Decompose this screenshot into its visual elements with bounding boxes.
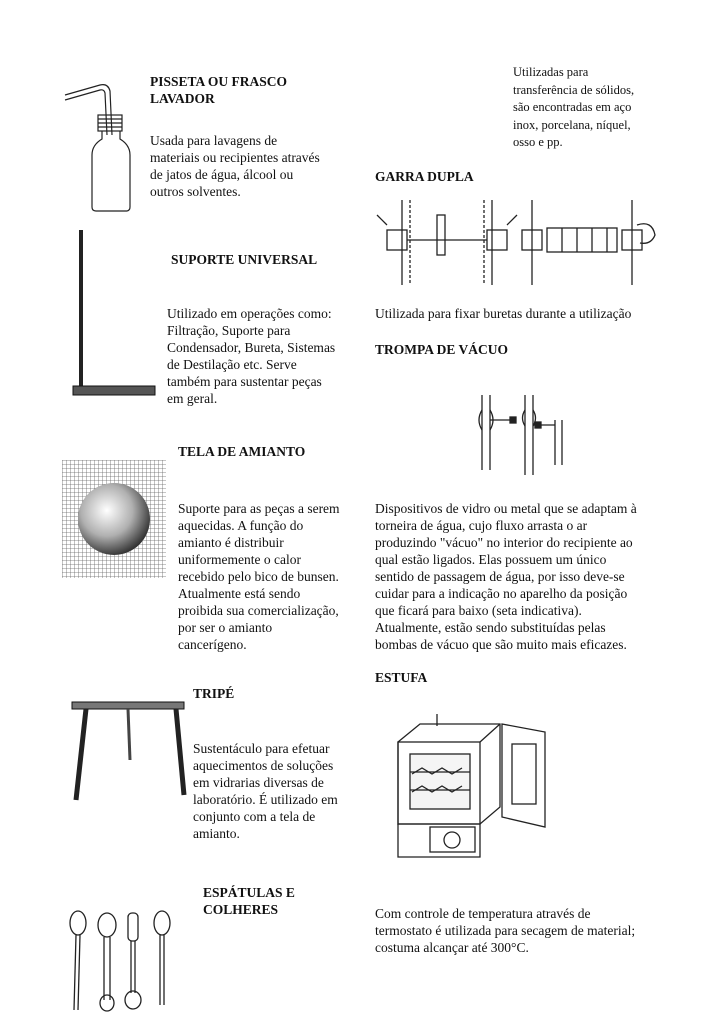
suporte-universal-illustration (70, 228, 160, 403)
tripe-description: Sustentáculo para efetuar aquecimentos de soluções em vidrarias diversas de laboratório. É utilizado em conjunto com a tela de amianto. (193, 741, 338, 841)
garra-dupla-illustration (372, 195, 662, 290)
espatulas-description: Utilizadas para transferência de sólidos, são encontradas em aço inox, porcelana, níquel, osso e pp. (513, 65, 635, 149)
estufa-description: Com controle de temperatura através de termostato é utilizada para secagem de material; costuma alcançar até 300°C. (375, 906, 636, 955)
tela-amianto-description: Suporte para as peças a serem aquecidas. A função do amianto é distribuir uniformemente o calor recebido pelo bico de bunsen. Atualmente está sendo proibida sua comercialização, por ser o amianto cancerígeno. (178, 501, 340, 652)
tripe-title: TRIPÉ (193, 686, 235, 701)
tripe-illustration (68, 700, 188, 810)
trompa-vacuo-title: TROMPA DE VÁCUO (375, 342, 509, 357)
trompa-vacuo-illustration (470, 390, 580, 480)
suporte-universal-title: SUPORTE UNIVERSAL (171, 252, 318, 267)
trompa-vacuo-description: Dispositivos de vidro ou metal que se adaptam à torneira de água, cujo fluxo arrasta o ar produzindo "vácuo" no interior do recipiente ao qual estão ligados. Elas possuem um único sentido de passagem de água, por isso deve-se cuidar para a indicação no aparelho da posição que ficará para baixo (seta indicativa). Atualmente, estão sendo substituídas pelas bombas de vácuo que são muito mais eficazes. (375, 501, 637, 652)
suporte-universal-description: Utilizado em operações como: Filtração, Suporte para Condensador, Bureta, Sistemas de Destilação etc. Serve também para sustentar peças em geral. (167, 306, 336, 406)
pisseta-description: Usada para lavagens de materiais ou recipientes através de jatos de água, álcool ou outros solventes. (150, 133, 320, 199)
tela-amianto-title: TELA DE AMIANTO (178, 444, 306, 459)
pisseta-title: PISSETA OU FRASCO LAVADOR (150, 74, 288, 106)
estufa-illustration (390, 712, 555, 862)
espatulas-title: ESPÁTULAS E COLHERES (203, 885, 295, 917)
espatulas-illustration (62, 905, 182, 1015)
pisseta-illustration (60, 75, 140, 215)
estufa-title: ESTUFA (375, 670, 428, 685)
tela-amianto-illustration (62, 460, 166, 578)
garra-dupla-title: GARRA DUPLA (375, 169, 474, 184)
garra-dupla-description: Utilizada para fixar buretas durante a utilização (375, 306, 632, 321)
